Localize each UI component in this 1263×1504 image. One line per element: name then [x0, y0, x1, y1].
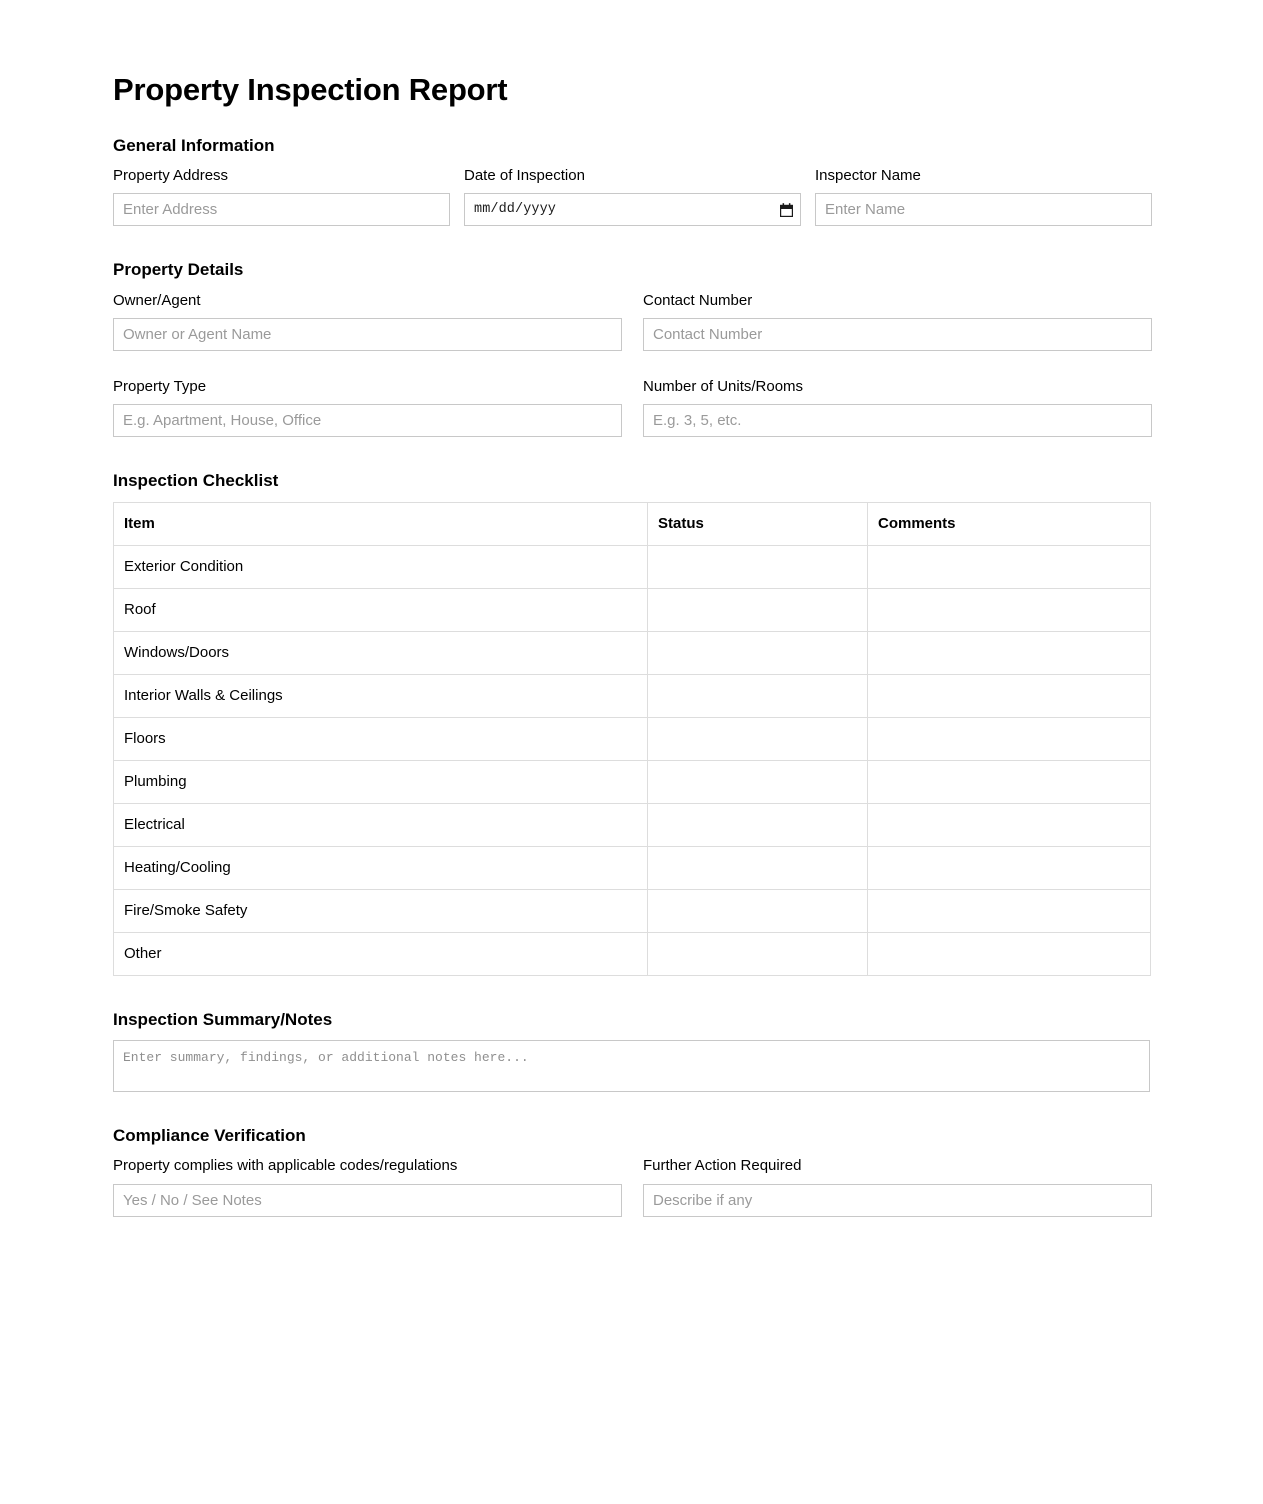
- table-row: [114, 717, 1151, 760]
- inspection-summary-textarea[interactable]: [113, 1040, 1150, 1092]
- field-inspector-name: [815, 166, 1152, 226]
- checklist-comments-cell[interactable]: [868, 760, 1151, 803]
- further-action-required-input[interactable]: [643, 1184, 1152, 1217]
- checklist-item-cell: Interior Walls & Ceilings: [114, 674, 648, 717]
- checklist-status-cell[interactable]: [648, 846, 868, 889]
- section-heading-inspection-summary: Inspection Summary/Notes: [113, 1009, 333, 1029]
- property-details-field-row-1: [113, 291, 1150, 351]
- owner-agent-input[interactable]: [113, 318, 622, 351]
- checklist-status-cell[interactable]: [648, 631, 868, 674]
- property-address-input[interactable]: [113, 193, 450, 226]
- checklist-item-cell: Roof: [114, 588, 648, 631]
- checklist-item-cell: Fire/Smoke Safety: [114, 889, 648, 932]
- checklist-comments-cell[interactable]: [868, 674, 1151, 717]
- section-heading-property-details: Property Details: [113, 260, 244, 280]
- checklist-status-cell[interactable]: [648, 889, 868, 932]
- page-title: Property Inspection Report: [113, 72, 508, 107]
- label-property-type: Property Type: [113, 377, 207, 395]
- checklist-comments-cell[interactable]: [868, 631, 1151, 674]
- table-row: [114, 760, 1151, 803]
- section-compliance-verification: [113, 1126, 1150, 1217]
- table-row: [114, 846, 1151, 889]
- table-row: [114, 889, 1151, 932]
- label-property-complies: Property complies with applicable codes/regulations: [113, 1157, 458, 1175]
- label-number-of-units-rooms: Number of Units/Rooms: [643, 377, 804, 395]
- property-details-field-row-2: [113, 377, 1150, 437]
- section-inspection-checklist: [113, 471, 1150, 975]
- checklist-status-cell[interactable]: [648, 760, 868, 803]
- checklist-item-cell: Floors: [114, 717, 648, 760]
- checklist-status-cell[interactable]: [648, 545, 868, 588]
- checklist-comments-cell[interactable]: [868, 588, 1151, 631]
- table-row: [114, 588, 1151, 631]
- checklist-comments-cell[interactable]: [868, 846, 1151, 889]
- checklist-comments-cell[interactable]: [868, 803, 1151, 846]
- checklist-item-cell: Exterior Condition: [114, 545, 648, 588]
- checklist-comments-cell[interactable]: [868, 932, 1151, 975]
- checklist-table-body: [114, 545, 1151, 975]
- field-property-address: [113, 166, 450, 226]
- table-row: [114, 631, 1151, 674]
- contact-number-input[interactable]: [643, 318, 1152, 351]
- checklist-item-cell: Windows/Doors: [114, 631, 648, 674]
- field-number-of-units-rooms: [643, 377, 1152, 437]
- checklist-comments-cell[interactable]: [868, 545, 1151, 588]
- label-inspector-name: Inspector Name: [815, 167, 921, 185]
- checklist-status-cell[interactable]: [648, 717, 868, 760]
- table-row: [114, 674, 1151, 717]
- inspection-checklist-table: [113, 502, 1151, 976]
- inspector-name-input[interactable]: [815, 193, 1152, 226]
- label-date-of-inspection: Date of Inspection: [464, 167, 585, 185]
- field-further-action-required: [643, 1156, 1152, 1216]
- checklist-item-cell: Electrical: [114, 803, 648, 846]
- checklist-status-cell[interactable]: [648, 588, 868, 631]
- section-heading-compliance-verification: Compliance Verification: [113, 1125, 306, 1145]
- section-general-information: [113, 136, 1150, 227]
- section-heading-general-information: General Information: [113, 135, 275, 155]
- property-type-input[interactable]: [113, 404, 622, 437]
- field-property-complies: [113, 1156, 622, 1216]
- table-row: [114, 803, 1151, 846]
- field-property-type: [113, 377, 622, 437]
- table-row: [114, 545, 1151, 588]
- section-heading-inspection-checklist: Inspection Checklist: [113, 471, 279, 491]
- compliance-field-row: [113, 1156, 1150, 1216]
- property-complies-input[interactable]: [113, 1184, 622, 1217]
- column-header-status: Status: [648, 502, 868, 545]
- section-property-details: [113, 260, 1150, 437]
- label-owner-agent: Owner/Agent: [113, 291, 201, 309]
- date-input-wrapper: [464, 193, 801, 226]
- checklist-item-cell: Plumbing: [114, 760, 648, 803]
- checklist-item-cell: Other: [114, 932, 648, 975]
- label-further-action-required: Further Action Required: [643, 1157, 802, 1175]
- section-inspection-summary: [113, 1010, 1150, 1092]
- checklist-comments-cell[interactable]: [868, 889, 1151, 932]
- number-of-units-rooms-input[interactable]: [643, 404, 1152, 437]
- date-of-inspection-input[interactable]: [464, 193, 801, 226]
- column-header-comments: Comments: [868, 502, 1151, 545]
- checklist-status-cell[interactable]: [648, 803, 868, 846]
- checklist-table-head: [114, 502, 1151, 545]
- field-owner-agent: [113, 291, 622, 351]
- field-row-spacer: [113, 351, 1150, 377]
- calendar-icon[interactable]: [780, 203, 793, 217]
- table-header-row: [114, 502, 1151, 545]
- field-date-of-inspection: [464, 166, 801, 226]
- checklist-status-cell[interactable]: [648, 674, 868, 717]
- general-information-field-row: [113, 166, 1150, 226]
- checklist-item-cell: Heating/Cooling: [114, 846, 648, 889]
- checklist-status-cell[interactable]: [648, 932, 868, 975]
- label-property-address: Property Address: [113, 167, 229, 185]
- table-row: [114, 932, 1151, 975]
- label-contact-number: Contact Number: [643, 291, 753, 309]
- column-header-item: Item: [114, 502, 648, 545]
- checklist-comments-cell[interactable]: [868, 717, 1151, 760]
- field-contact-number: [643, 291, 1152, 351]
